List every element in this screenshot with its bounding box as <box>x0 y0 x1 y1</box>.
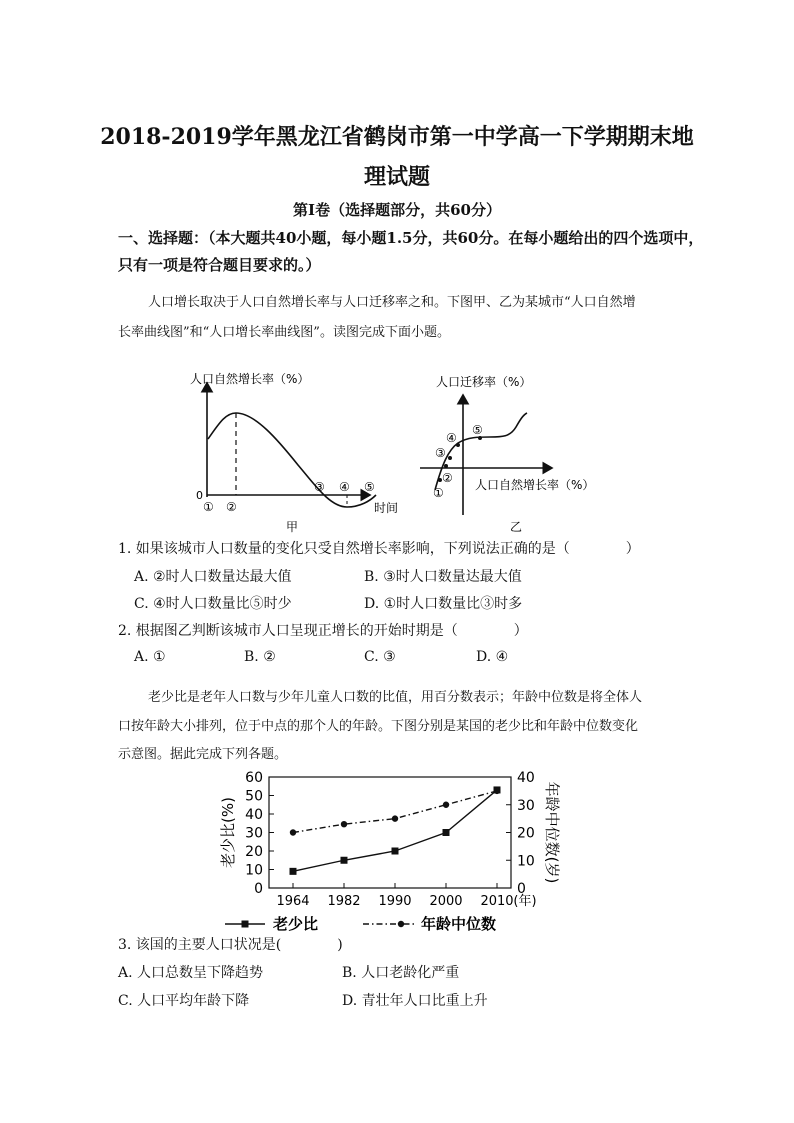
left-tick-label: 10 <box>245 862 263 879</box>
exam-title-line1: 2018-2019学年黑龙江省鹤岗市第一中学高一下学期期末地 <box>100 124 694 150</box>
question2-stem: 2. 根据图乙判断该城市人口呈现正增长的开始时期是（ ） <box>118 623 528 639</box>
question2-option-c: C. ③ <box>364 649 396 665</box>
yi-point-2: ② <box>442 471 453 485</box>
passage2-line1: 老少比是老年人口数与少年儿童人口数的比值，用百分数表示；年龄中位数是将全体人 <box>148 690 643 705</box>
series2-point <box>494 788 500 794</box>
series2-point <box>443 802 449 808</box>
passage1-line2: 长率曲线图”和“人口增长率曲线图”。读图完成下面小题。 <box>118 325 450 340</box>
yi-point-4: ④ <box>446 431 457 445</box>
yi-caption: 乙 <box>510 520 523 534</box>
left-axis-label: 老少比(%) <box>219 797 237 868</box>
figure-population-curves <box>180 365 620 535</box>
legend-label-2: 年龄中位数 <box>421 915 497 933</box>
passage2-line2: 口按年龄大小排列，位于中点的那个人的年龄。下图分别是某国的老少比和年龄中位数变化 <box>118 719 639 734</box>
jia-point-4: ④ <box>339 480 350 494</box>
jia-ylabel: 人口自然增长率（%） <box>190 372 310 386</box>
dependency-median-age-chart <box>205 765 565 937</box>
series-line-1 <box>293 790 497 871</box>
question2-option-d: D. ④ <box>476 649 509 665</box>
right-tick-label: 10 <box>517 853 535 870</box>
series2-point <box>290 829 296 835</box>
question1-option-b: B. ③时人口数量达最大值 <box>364 569 522 585</box>
right-tick-label: 40 <box>517 770 535 786</box>
left-tick-label: 0 <box>254 881 263 897</box>
series1-point <box>290 868 297 875</box>
chart-frame <box>269 777 511 888</box>
question3-option-c: C. 人口平均年龄下降 <box>118 993 250 1009</box>
left-tick-label: 20 <box>245 844 263 860</box>
exam-title-line2: 理试题 <box>363 164 430 190</box>
jia-point-1: ① <box>203 500 214 514</box>
question2-option-a: A. ① <box>134 649 166 665</box>
legend-marker-2 <box>398 921 404 927</box>
instruction-line2: 只有一项是符合题目要求的。） <box>118 256 321 274</box>
x-unit-label: (年) <box>513 894 537 909</box>
series1-point <box>392 848 399 855</box>
instruction-line1: 一、选择题：（本大题共40小题，每小题1.5分，共60分。在每小题给出的四个选项中， <box>118 229 704 247</box>
series2-point <box>392 815 398 821</box>
series-line-2 <box>293 791 497 833</box>
question3-option-d: D. 青壮年人口比重上升 <box>342 993 488 1009</box>
left-tick-label: 50 <box>245 788 263 805</box>
yi-point-1: ① <box>433 486 444 500</box>
question1-option-c: C. ④时人口数量比⑤时少 <box>134 596 292 612</box>
question3-option-a: A. 人口总数呈下降趋势 <box>118 965 264 981</box>
x-tick-label: 1982 <box>327 894 361 909</box>
right-tick-label: 0 <box>517 881 526 897</box>
section-heading: 第Ⅰ卷（选择题部分，共60分） <box>293 201 501 219</box>
x-tick-label: 1964 <box>276 894 310 909</box>
left-tick-label: 40 <box>245 807 263 823</box>
left-tick-label: 30 <box>245 825 263 842</box>
x-tick-label: 1990 <box>378 894 412 909</box>
question1-option-a: A. ②时人口数量达最大值 <box>134 569 292 585</box>
yi-ylabel: 人口迁移率（%） <box>436 375 532 389</box>
question1-stem: 1. 如果该城市人口数量的变化只受自然增长率影响，下列说法正确的是（ ） <box>118 541 640 557</box>
jia-xlabel: 时间 <box>374 501 399 515</box>
x-tick-label: 2010 <box>480 894 514 909</box>
jia-point-3: ③ <box>314 480 325 494</box>
right-tick-label: 20 <box>517 825 535 842</box>
yi-point-3: ③ <box>435 446 446 460</box>
yi-xlabel: 人口自然增长率（%） <box>475 478 595 492</box>
series1-point <box>443 829 450 836</box>
passage2-line3: 示意图。据此完成下列各题。 <box>118 747 288 762</box>
question3-stem: 3. 该国的主要人口状况是( ) <box>118 937 343 953</box>
legend-label-1: 老少比 <box>273 915 319 933</box>
yi-point-5: ⑤ <box>472 423 483 437</box>
passage1-line1: 人口增长取决于人口自然增长率与人口迁移率之和。下图甲、乙为某城市“人口自然增 <box>148 295 636 310</box>
right-axis-label: 年龄中位数(岁) <box>543 781 561 884</box>
series1-point <box>341 857 348 864</box>
series2-point <box>341 821 347 827</box>
jia-caption: 甲 <box>286 520 299 534</box>
jia-point-5: ⑤ <box>364 480 375 494</box>
question1-option-d: D. ①时人口数量比③时多 <box>364 596 523 612</box>
left-tick-label: 60 <box>245 770 263 786</box>
right-tick-label: 30 <box>517 797 535 814</box>
question3-option-b: B. 人口老龄化严重 <box>342 965 460 981</box>
jia-origin: 0 <box>196 489 203 502</box>
jia-point-2: ② <box>226 500 237 514</box>
legend-marker-1 <box>242 921 249 928</box>
x-tick-label: 2000 <box>429 894 463 909</box>
question2-option-b: B. ② <box>244 649 276 665</box>
